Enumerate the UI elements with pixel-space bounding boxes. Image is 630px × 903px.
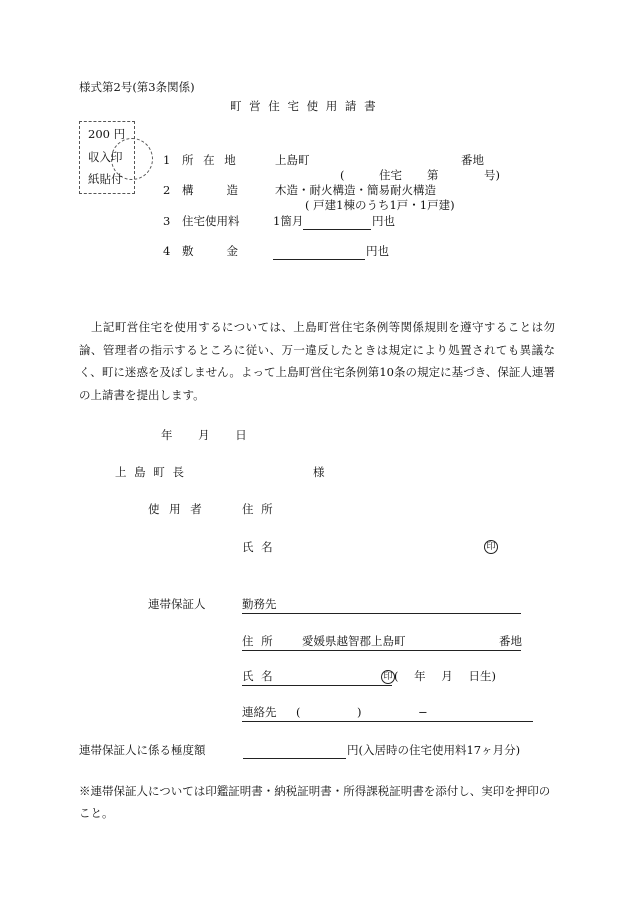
guarantor-address-value: 愛媛県越智郡上島町 — [302, 634, 406, 648]
item-1-jutaku: 住宅 — [379, 168, 402, 182]
item-3-suffix: 円也 — [372, 214, 395, 228]
item-4-suffix: 円也 — [366, 244, 389, 258]
contact-paren-close: ) — [357, 705, 362, 719]
guarantor-contact-label: 連絡先 — [242, 705, 277, 719]
user-name-label: 氏 名 — [242, 540, 275, 554]
stamp-label-2: 紙貼付 — [88, 172, 123, 186]
user-address-label: 住 所 — [242, 502, 275, 516]
guarantor-contact-field[interactable] — [242, 707, 533, 722]
contact-paren-open: ( — [296, 705, 301, 719]
item-2-structure: 木造・耐火構造・簡易耐火構造 — [275, 183, 436, 197]
guarantor-banchi: 番地 — [499, 634, 522, 648]
guarantor-workplace-field[interactable] — [242, 599, 521, 614]
item-1-go: 号) — [484, 168, 500, 182]
item-2-number: 2 — [163, 183, 171, 197]
guarantor-address-label: 住 所 — [242, 634, 275, 648]
guarantor-birthdate[interactable]: ( 年 月 日生) — [394, 669, 496, 683]
item-1-label: 所 在 地 — [182, 153, 239, 167]
addressee-honorific: 様 — [313, 465, 325, 479]
guarantee-limit-label: 連帯保証人に係る極度額 — [79, 743, 206, 757]
pledge-paragraph: 上記町営住宅を使用するについては、上島町営住宅条例等関係規則を遵守することは勿論、管理者の指示するところに従い、万一違反したときは規定により処置されても異議なく、町に迷惑を及ぼしません。よって上島町営住宅条例第10条の規定に基づき、保証人連署の上請書を提出します。 — [79, 320, 555, 402]
item-2-label: 構 造 — [182, 183, 238, 197]
item-4-number: 4 — [163, 244, 171, 258]
item-1-dai: 第 — [427, 168, 439, 182]
deposit-amount-field[interactable] — [273, 259, 365, 260]
item-1-number: 1 — [163, 153, 171, 167]
guarantor-address-field[interactable] — [242, 636, 521, 651]
item-3-prefix: 1箇月 — [273, 214, 304, 228]
guarantor-seal-mark: 印 — [381, 670, 395, 684]
user-seal-mark: 印 — [484, 540, 498, 554]
item-3-label: 住宅使用料 — [182, 214, 240, 228]
item-3-number: 3 — [163, 214, 171, 228]
rent-amount-field[interactable] — [303, 229, 371, 230]
form-number: 様式第2号(第3条関係) — [79, 80, 195, 94]
user-seal-wrap — [484, 540, 498, 554]
guarantee-limit-field[interactable] — [243, 758, 346, 759]
stamp-label-1: 収入印 — [88, 150, 123, 164]
guarantor-seal-wrap — [381, 670, 395, 684]
attachment-note: ※連帯保証人については印鑑証明書・納税証明書・所得課税証明書を添付し、実印を押印のこと。 — [79, 784, 551, 820]
user-label: 使 用 者 — [148, 502, 205, 516]
item-4-label: 敷 金 — [182, 244, 238, 258]
guarantor-label: 連帯保証人 — [148, 597, 206, 611]
addressee: 上 島 町 長 — [115, 465, 186, 479]
date-line[interactable]: 年 月 日 — [161, 428, 247, 442]
stamp-amount: 200 円 — [88, 127, 126, 141]
guarantee-limit-suffix: 円(入居時の住宅使用料17ヶ月分) — [347, 743, 521, 757]
item-1-paren: ( — [340, 168, 345, 182]
guarantor-name-field[interactable] — [242, 671, 392, 686]
guarantor-workplace-label: 勤務先 — [242, 597, 277, 611]
item-2-units: ( 戸建1棟のうち1戸・1戸建) — [305, 198, 455, 212]
guarantor-name-label: 氏 名 — [242, 669, 275, 683]
item-1-town: 上島町 — [275, 153, 310, 167]
item-1-banchi: 番地 — [461, 153, 484, 167]
page-title: 町 営 住 宅 使 用 請 書 — [230, 99, 378, 113]
contact-dash: − — [418, 705, 428, 719]
